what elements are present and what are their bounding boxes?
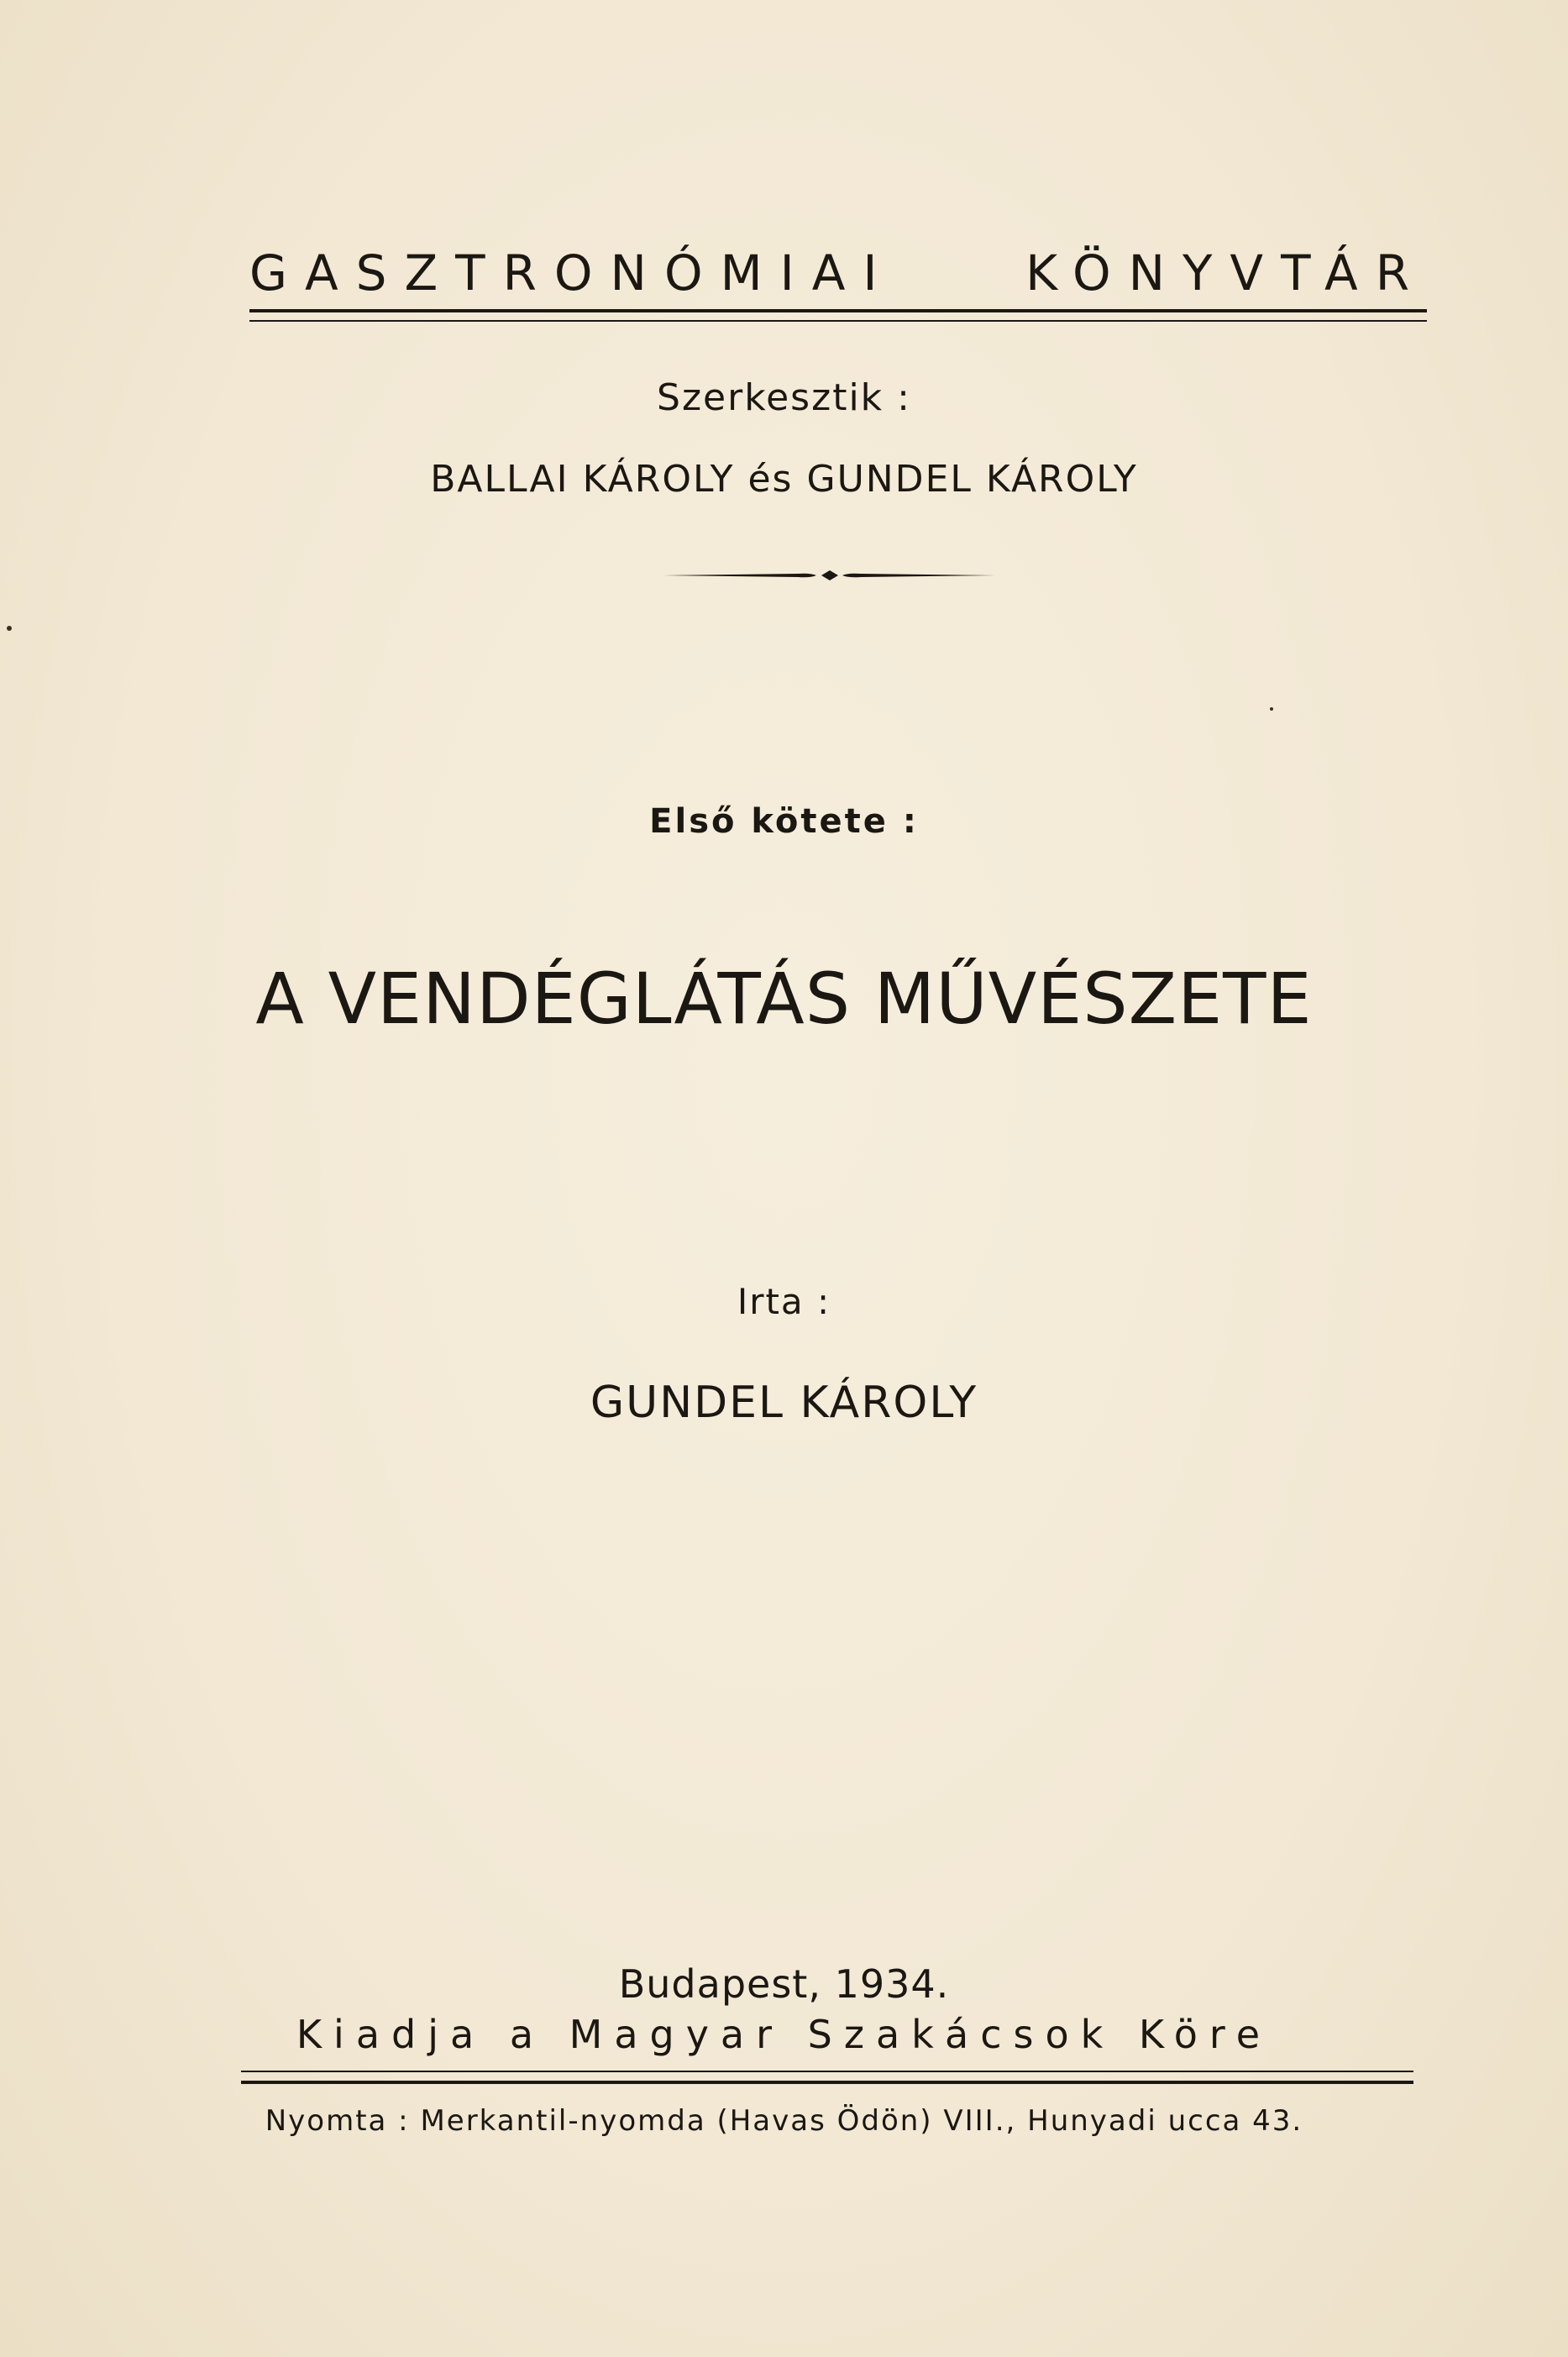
ornament-divider-icon [663, 563, 995, 588]
paper-speck [7, 626, 12, 631]
imprint-rule-thick [241, 2081, 1413, 2084]
printer-line: Nyomta : Merkantil-nyomda (Havas Ödön) VIII., Hunyadi ucca 43. [265, 2104, 1303, 2138]
series-rule-thin [249, 320, 1427, 322]
paper-speck [1270, 707, 1273, 711]
series-rule-thick [249, 309, 1427, 312]
volume-label: Első kötete : [649, 802, 919, 841]
author-label: Irta : [737, 1281, 831, 1322]
imprint-rule-thin [241, 2071, 1413, 2072]
publisher: Kiadja a Magyar Szakácsok Köre [296, 2012, 1272, 2057]
editors-label: Szerkesztik : [657, 376, 911, 419]
book-title: A VENDÉGLÁTÁS MŰVÉSZETE [255, 958, 1313, 1040]
series-title: GASZTRONÓMIAI KÖNYVTÁR [249, 244, 1427, 302]
author-name: GUNDEL KÁROLY [590, 1378, 978, 1428]
place-year: Budapest, 1934. [618, 1961, 950, 2007]
editors-names: BALLAI KÁROLY és GUNDEL KÁROLY [430, 458, 1138, 501]
